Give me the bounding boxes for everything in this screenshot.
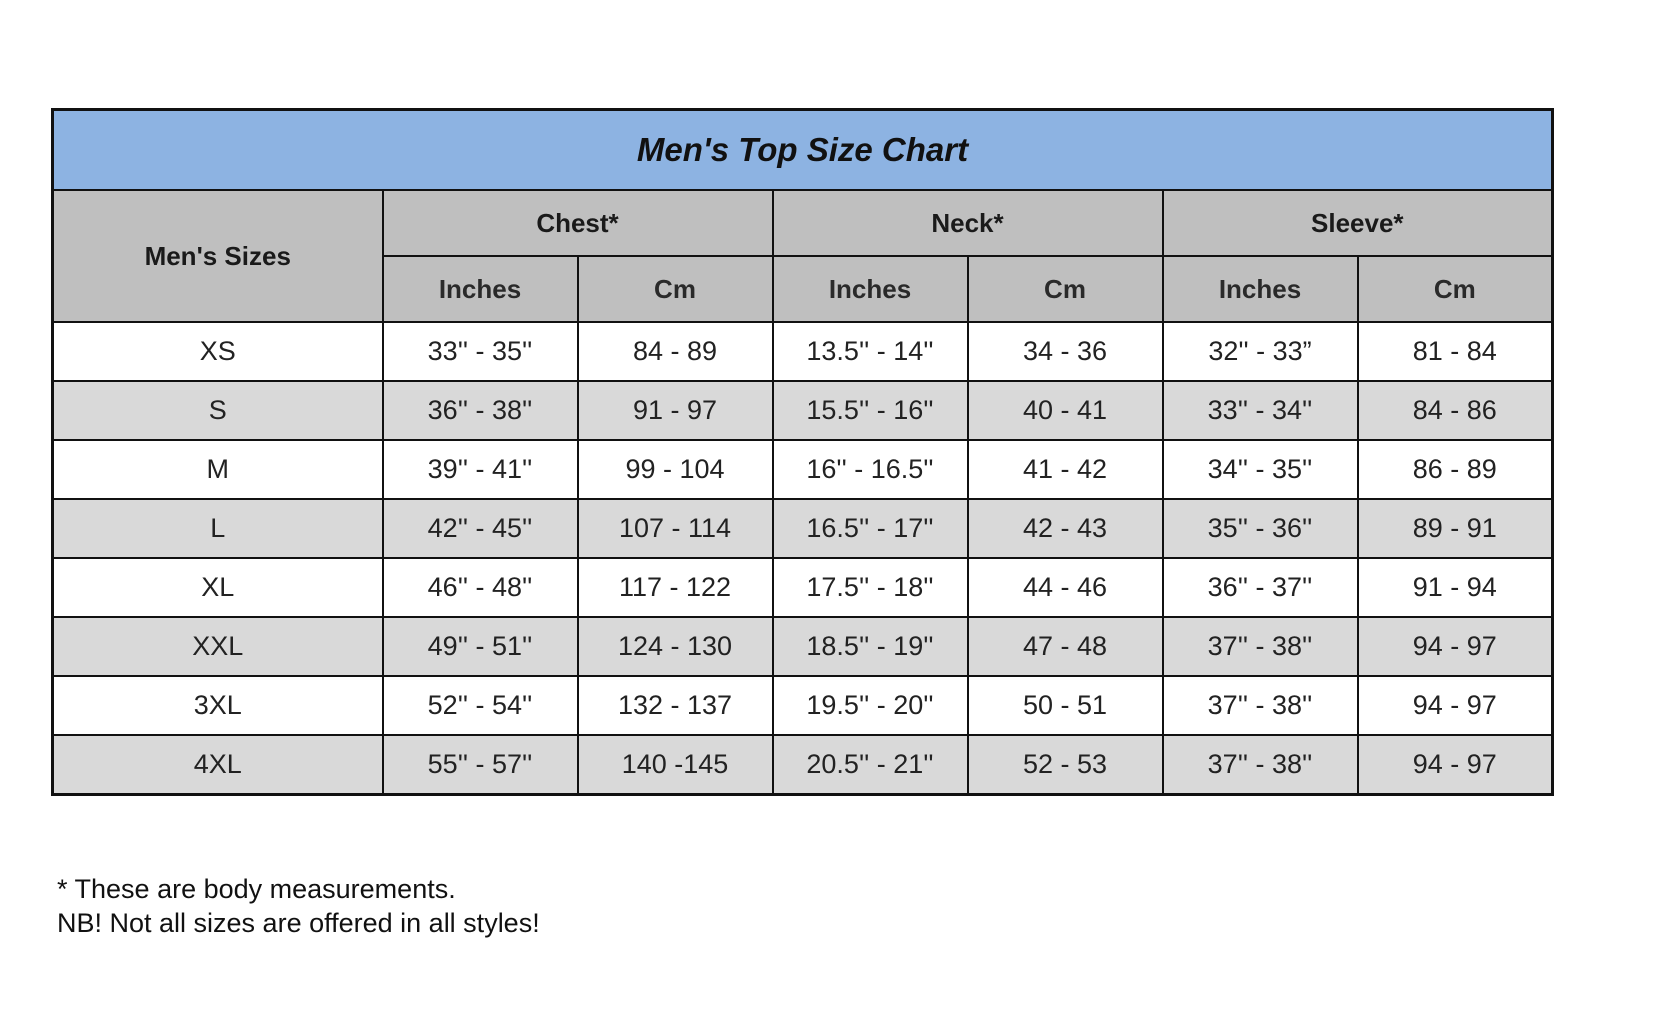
chest-cm-cell: 117 - 122 [578,558,773,617]
neck-inches-cell: 16.5'' - 17'' [773,499,968,558]
chest-inches-cell: 36'' - 38'' [383,381,578,440]
size-label-cell: XS [53,322,383,381]
neck-cm-cell: 50 - 51 [968,676,1163,735]
neck-inches-cell: 18.5'' - 19'' [773,617,968,676]
neck-inches-cell: 15.5'' - 16'' [773,381,968,440]
neck-cm-cell: 40 - 41 [968,381,1163,440]
size-row [53,735,1553,795]
sleeve-inches-cell: 32'' - 33” [1163,322,1358,381]
neck-inches-cell: 16'' - 16.5'' [773,440,968,499]
chest-inches-header: Inches [383,256,578,322]
size-label-cell: 4XL [53,735,383,795]
size-label-cell: XL [53,558,383,617]
neck-inches-cell: 19.5'' - 20'' [773,676,968,735]
size-row [53,381,1553,440]
neck-cm-cell: 34 - 36 [968,322,1163,381]
sleeve-cm-cell: 94 - 97 [1358,676,1553,735]
size-row [53,558,1553,617]
chest-inches-cell: 52'' - 54'' [383,676,578,735]
chest-inches-cell: 39'' - 41'' [383,440,578,499]
size-label-cell: 3XL [53,676,383,735]
size-label-cell: M [53,440,383,499]
chest-cm-cell: 140 -145 [578,735,773,795]
neck-cm-cell: 41 - 42 [968,440,1163,499]
neck-cm-cell: 42 - 43 [968,499,1163,558]
footnote-body-measurements: * These are body measurements. [57,874,456,904]
neck-inches-cell: 17.5'' - 18'' [773,558,968,617]
neck-cm-cell: 47 - 48 [968,617,1163,676]
chest-cm-header: Cm [578,256,773,322]
sleeve-inches-header: Inches [1163,256,1358,322]
sleeve-cm-cell: 86 - 89 [1358,440,1553,499]
chest-cm-cell: 124 - 130 [578,617,773,676]
size-label-cell: L [53,499,383,558]
footnotes [57,872,540,940]
neck-inches-header: Inches [773,256,968,322]
sleeve-inches-cell: 37'' - 38'' [1163,735,1358,795]
sleeve-cm-header: Cm [1358,256,1553,322]
footnote-sizes-availability: NB! Not all sizes are offered in all styles! [57,908,540,938]
chart-title: Men's Top Size Chart [53,110,1553,191]
neck-cm-cell: 44 - 46 [968,558,1163,617]
sleeve-inches-cell: 37'' - 38'' [1163,676,1358,735]
sleeve-inches-cell: 37'' - 38'' [1163,617,1358,676]
sleeve-cm-cell: 81 - 84 [1358,322,1553,381]
sleeve-group-header: Sleeve* [1163,190,1553,256]
sleeve-inches-cell: 35'' - 36'' [1163,499,1358,558]
size-row [53,440,1553,499]
sleeve-cm-cell: 84 - 86 [1358,381,1553,440]
sleeve-inches-cell: 34'' - 35'' [1163,440,1358,499]
chest-cm-cell: 132 - 137 [578,676,773,735]
neck-inches-cell: 13.5'' - 14'' [773,322,968,381]
size-row [53,676,1553,735]
chest-cm-cell: 107 - 114 [578,499,773,558]
size-row [53,617,1553,676]
sleeve-cm-cell: 94 - 97 [1358,617,1553,676]
size-label-cell: XXL [53,617,383,676]
sleeve-cm-cell: 94 - 97 [1358,735,1553,795]
sleeve-inches-cell: 36'' - 37'' [1163,558,1358,617]
chest-cm-cell: 84 - 89 [578,322,773,381]
size-label-cell: S [53,381,383,440]
neck-group-header: Neck* [773,190,1163,256]
neck-cm-cell: 52 - 53 [968,735,1163,795]
sleeve-cm-cell: 91 - 94 [1358,558,1553,617]
chest-inches-cell: 55'' - 57'' [383,735,578,795]
chest-cm-cell: 91 - 97 [578,381,773,440]
chest-inches-cell: 42'' - 45'' [383,499,578,558]
sleeve-cm-cell: 89 - 91 [1358,499,1553,558]
chest-inches-cell: 46'' - 48'' [383,558,578,617]
neck-cm-header: Cm [968,256,1163,322]
size-row [53,499,1553,558]
sleeve-inches-cell: 33'' - 34'' [1163,381,1358,440]
chest-cm-cell: 99 - 104 [578,440,773,499]
chest-inches-cell: 49'' - 51'' [383,617,578,676]
chest-inches-cell: 33'' - 35'' [383,322,578,381]
size-chart-table [51,108,1554,796]
mens-sizes-header: Men's Sizes [53,190,383,322]
chest-group-header: Chest* [383,190,773,256]
neck-inches-cell: 20.5'' - 21'' [773,735,968,795]
size-row [53,322,1553,381]
